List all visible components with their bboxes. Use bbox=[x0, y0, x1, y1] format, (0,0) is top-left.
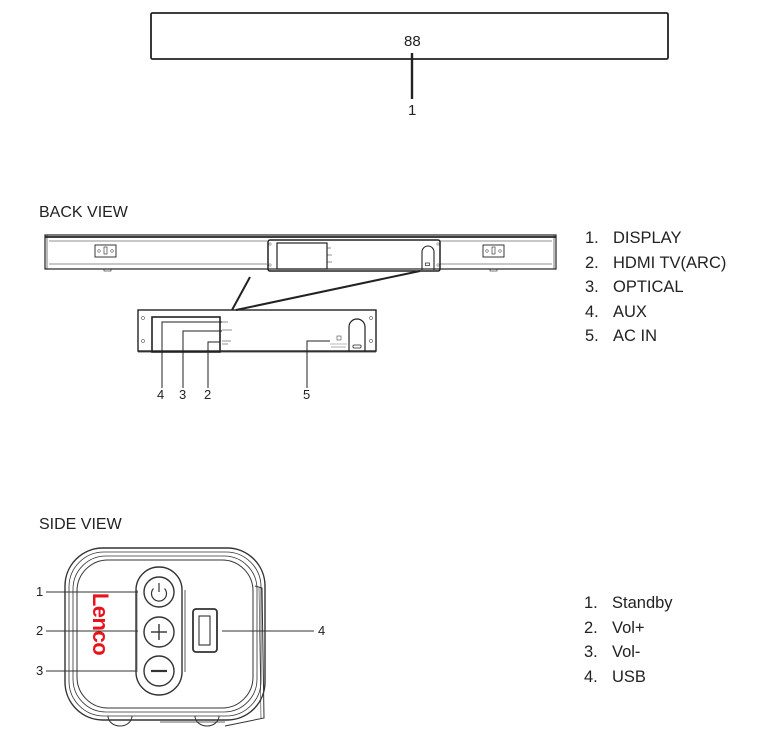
legend-item-vol-up: 2. Vol+ bbox=[584, 618, 645, 637]
legend-item-hdmi: 2. HDMI TV(ARC) bbox=[585, 253, 727, 272]
legend-item-vol-down: 3. Vol- bbox=[584, 643, 641, 661]
legend-item-ac-in: 5. AC IN bbox=[585, 327, 658, 345]
side-callout-vol-up: 2 bbox=[36, 623, 44, 638]
front-soundbar-outline bbox=[151, 13, 668, 99]
side-callout-usb: 4 bbox=[318, 623, 326, 638]
display-digits: 88 bbox=[404, 33, 421, 50]
back-callout-ac-in: 5 bbox=[303, 387, 311, 402]
legend-item-optical: 3. OPTICAL bbox=[585, 278, 684, 296]
back-callout-optical: 3 bbox=[179, 387, 187, 402]
back-soundbar-outline bbox=[45, 235, 556, 310]
back-view-heading: BACK VIEW bbox=[39, 204, 128, 221]
display-callout-number: 1 bbox=[408, 102, 417, 119]
legend-item-aux: 4. AUX bbox=[585, 302, 647, 321]
back-callout-hdmi: 2 bbox=[204, 387, 212, 402]
brand-logo: Lenco bbox=[88, 592, 113, 656]
legend-item-usb: 4. USB bbox=[584, 667, 646, 686]
side-callout-standby: 1 bbox=[36, 584, 44, 599]
side-view-outline bbox=[46, 548, 314, 726]
side-view-heading: SIDE VIEW bbox=[39, 516, 122, 533]
legend-item-standby: 1. Standby bbox=[584, 594, 673, 612]
side-callout-vol-down: 3 bbox=[36, 663, 44, 678]
back-view-legend bbox=[585, 226, 726, 349]
back-callout-aux: 4 bbox=[157, 387, 165, 402]
legend-item-display: 1. DISPLAY bbox=[585, 229, 682, 247]
side-view-legend bbox=[584, 591, 673, 689]
back-panel-detail bbox=[138, 310, 376, 388]
